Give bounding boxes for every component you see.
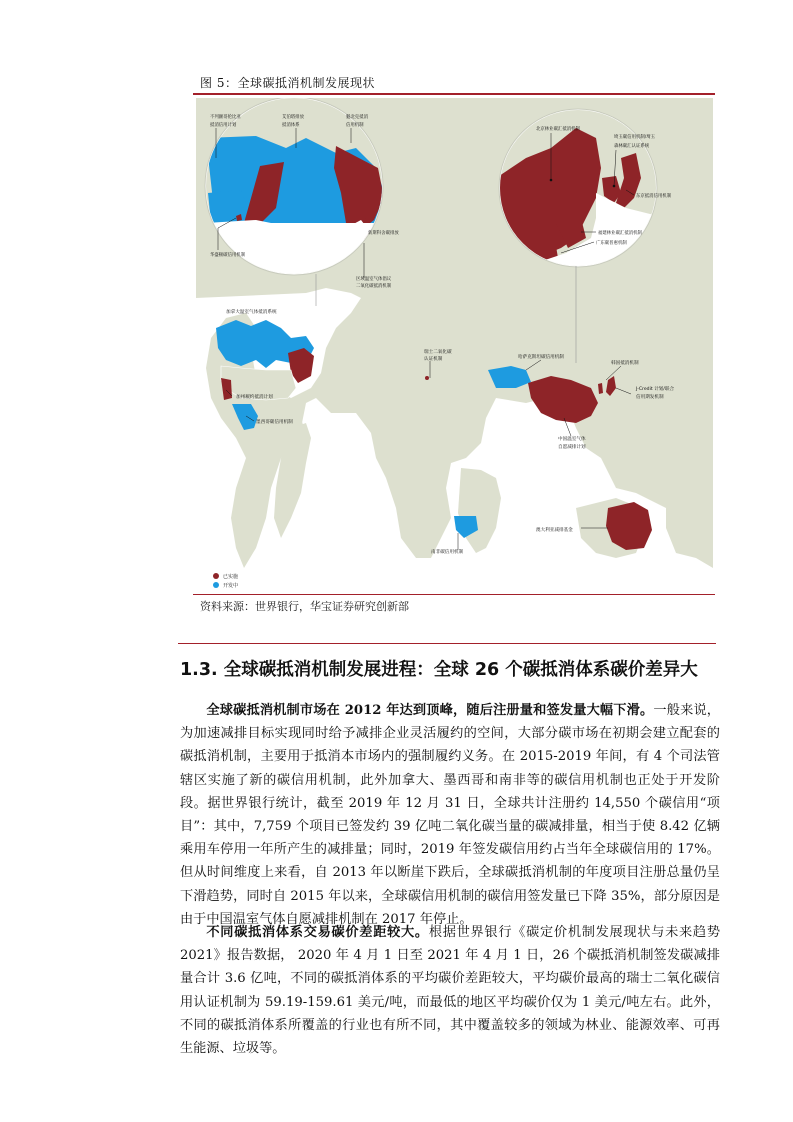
label-jcredit-1: J-Credit 计划/联合: [636, 387, 675, 392]
legend-implemented-dot: [213, 573, 219, 579]
label-fujian: 福建林业碳汇抵消机制: [598, 231, 642, 236]
paragraph-1-lead: 全球碳抵消机制市场在 2012 年达到顶峰，随后注册量和签发量大幅下滑。: [206, 703, 654, 718]
label-saitama-2: 森林碳汇认证系统: [614, 144, 650, 149]
label-china-ccer-1: 中国温室气体: [558, 437, 586, 442]
label-quebec-1: 魁北克抵消: [346, 115, 368, 120]
label-alberta-2: 抵消体系: [282, 123, 300, 128]
paragraph-1-text: 一般来说，为加速减排目标实现同时给予减排企业灵活履约的空间，大部分碳市场在初期会建立配套的碳抵消机制，主要用于抵消本市场内的强制履约义务。在 2015-2019 年间，有 4 个司法管辖区实施了新的碳信用机制，此外加拿大、墨西哥和南非等的碳信用机制也正处于开发阶段。据世界银行统计，截至 2019 年 12 月 31 日，全球共计注册约 14,550 个碳信用“项目”：其中，7,759 个项目已签发约 39 亿吨二氧化碳当量的碳减排量，相当于使 8.42 亿辆乘用车停用一年所产生的减排量；同时，2019 年签发碳信用约占当年全球碳信用的 17%。但从时间维度上来看，自 2013 年以断崖下跌后，全球碳抵消机制的年度项目注册总量仍呈下滑趋势，同时自 2015 年以来，全球碳信用机制的碳信用签发量已下降 35%，部分原因是由于中国温室气体自愿减排机制在 2017 年停止。: [180, 703, 720, 927]
label-quebec-2: 信用机制: [346, 123, 364, 128]
label-bc-2: 抵消信用计划: [210, 123, 237, 128]
label-swiss-1: 瑞士二氧化碳: [424, 350, 452, 355]
label-kazakhstan: 哈萨克斯坦碳信用机制: [518, 355, 564, 360]
label-bc-1: 不列颠哥伦比亚: [210, 115, 241, 120]
paragraph-2-text: 根据世界银行《碳定价机制发展现状与未来趋势 2021》报告数据， 2020 年 4 月 1 日至 2021 年 4 月 1 日，26 个碳抵消机制签发碳减排量合计 3.6 亿吨，不同的碳抵消体系的平均碳价差距较大，平均碳价最高的瑞士二氧化碳信用认证机制为 59.19-159.61 美元/吨，而最低的地区平均碳价仅为 1 美元/吨左右。此外，不同的碳抵消体系所覆盖的行业也有所不同，其中覆盖较多的领域为林业、能源效率、可再生能源、垃圾等。: [180, 925, 721, 1057]
label-guangdong: 广东碳普惠机制: [596, 241, 627, 246]
label-australia: 澳大利亚减排基金: [536, 528, 573, 533]
label-alberta-1: 艾伯塔排放: [282, 115, 304, 120]
label-california: 加州履约抵消计划: [236, 395, 273, 400]
figure-bottom-rule: [193, 594, 715, 595]
figure-source: 资料来源：世界银行，华宝证券研究创新部: [200, 600, 409, 613]
section-heading: 1.3. 全球碳抵消机制发展进程：全球 26 个碳抵消体系碳价差异大: [180, 660, 698, 680]
section-rule: [178, 643, 716, 644]
legend-implemented: 已实施: [223, 574, 239, 580]
label-saitama-1: 埼玉碳信用机制/埼玉: [614, 135, 655, 140]
paragraph-2: [180, 921, 720, 1060]
world-map-svg: [196, 98, 713, 591]
label-south-africa: 南非碳信用机制: [431, 550, 464, 555]
label-mexico: 墨西哥碳信用机制: [256, 420, 293, 425]
label-rggi-2: 二氧化碳抵消机制: [356, 284, 392, 289]
label-nova-scotia: 新斯科舍碳排放: [368, 231, 399, 236]
label-china-ccer-2: 自愿减排计划: [558, 445, 586, 450]
legend-developing: 开发中: [223, 583, 239, 589]
label-rggi-1: 区域温室气体倡议: [356, 277, 392, 282]
label-washington: 华盛顿碳信用机制: [210, 253, 246, 258]
label-swiss-2: 认证机制: [424, 357, 443, 362]
label-canada-system: 加拿大温室气体抵消系统: [226, 310, 277, 315]
paragraph-2-lead: 不同碳抵消体系交易碳价差距较大。: [206, 925, 429, 940]
label-korea: 韩国抵消机制: [611, 361, 639, 366]
world-map-figure: [196, 98, 713, 591]
legend-developing-dot: [213, 582, 219, 588]
label-beijing: 北京林业碳汇抵消机制: [536, 127, 580, 132]
switzerland-marker: [425, 376, 429, 380]
paragraph-1: [180, 699, 720, 931]
figure-title: 图 5：全球碳抵消机制发展现状: [200, 76, 375, 90]
label-tokyo: 东京抵消信用机制: [636, 194, 672, 199]
label-jcredit-2: 信用期发机制: [636, 395, 664, 400]
figure-top-rule: [193, 93, 715, 95]
